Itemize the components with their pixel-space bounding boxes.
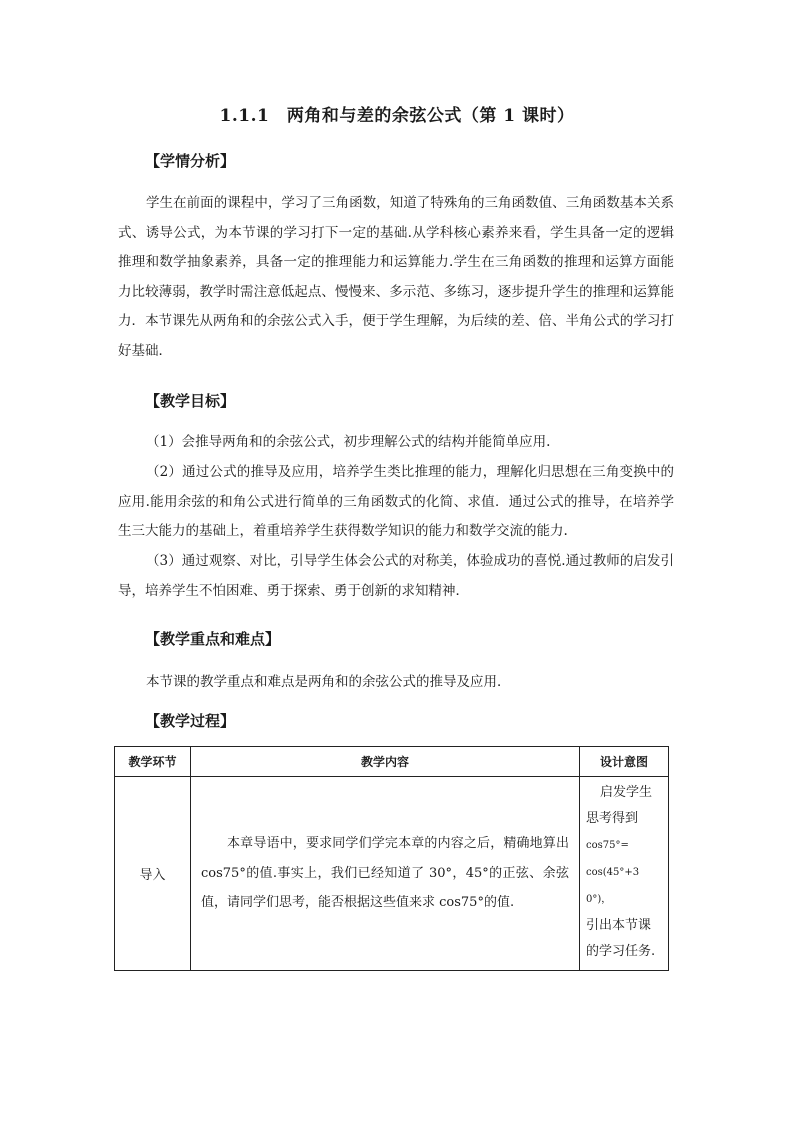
intent-cell bbox=[580, 777, 669, 971]
column-header-stage: 教学环节 bbox=[115, 747, 191, 777]
intent-text-d: 引出本节课的学习任务. bbox=[586, 918, 656, 959]
column-header-content: 教学内容 bbox=[191, 747, 580, 777]
table-header-row bbox=[115, 747, 669, 777]
stage-cell: 导入 bbox=[115, 777, 191, 971]
intent-text-c: cos(45°+30°)， bbox=[586, 867, 640, 905]
analysis-paragraph: 学生在前面的课程中，学习了三角函数，知道了特殊角的三角函数值、三角函数基本关系式、诱导公式，为本节课的学习打下一定的基础.从学科核心素养来看，学生具备一定的逻辑推理和数学抽象素养，具备一定的推理能力和运算能力.学生在三角函数的推理和运算方面能力比较薄弱，教学时需注意低起点、慢慢来、多示范、多练习，逐步提升学生的推理和运算能力．本节课先从两角和的余弦公式入手，便于学生理解，为后续的差、倍、半角公式的学习打好基础． bbox=[118, 195, 674, 359]
content-cell: 本章导语中，要求同学们学完本章的内容之后，精确地算出cos75°的值.事实上，我们已经知道了 30°，45°的正弦、余弦值，请同学们思考，能否根据这些值来求 cos75°的值. bbox=[191, 777, 580, 971]
section-heading-analysis: 【学情分析】 bbox=[145, 152, 236, 170]
goal-item-1: （1）会推导两角和的余弦公式，初步理解公式的结构并能简单应用. bbox=[146, 434, 551, 450]
page-title: 1.1.1 两角和与差的余弦公式（第 1 课时） bbox=[219, 106, 575, 126]
intent-text-b: cos75°= bbox=[586, 840, 629, 851]
section-heading-process: 【教学过程】 bbox=[145, 712, 236, 730]
intent-text-a: 启发学生思考得到 bbox=[586, 785, 653, 826]
table-row bbox=[115, 777, 669, 971]
goal-item-2: （2）通过公式的推导及应用，培养学生类比推理的能力，理解化归思想在三角变换中的应用.能用余弦的和角公式进行简单的三角函数式的化简、求值．通过公式的推导，在培养学生三大能力的基础上，着重培养学生获得数学知识的能力和数学交流的能力. bbox=[118, 464, 674, 539]
goal-item-3: （3）通过观察、对比，引导学生体会公式的对称美，体验成功的喜悦.通过教师的启发引导，培养学生不怕困难、勇于探索、勇于创新的求知精神． bbox=[118, 553, 674, 599]
process-table bbox=[114, 746, 668, 971]
section-heading-goals: 【教学目标】 bbox=[145, 392, 236, 410]
column-header-intent: 设计意图 bbox=[580, 747, 669, 777]
key-points-paragraph: 本节课的教学重点和难点是两角和的余弦公式的推导及应用． bbox=[146, 674, 511, 690]
section-heading-key-points: 【教学重点和难点】 bbox=[145, 630, 281, 648]
